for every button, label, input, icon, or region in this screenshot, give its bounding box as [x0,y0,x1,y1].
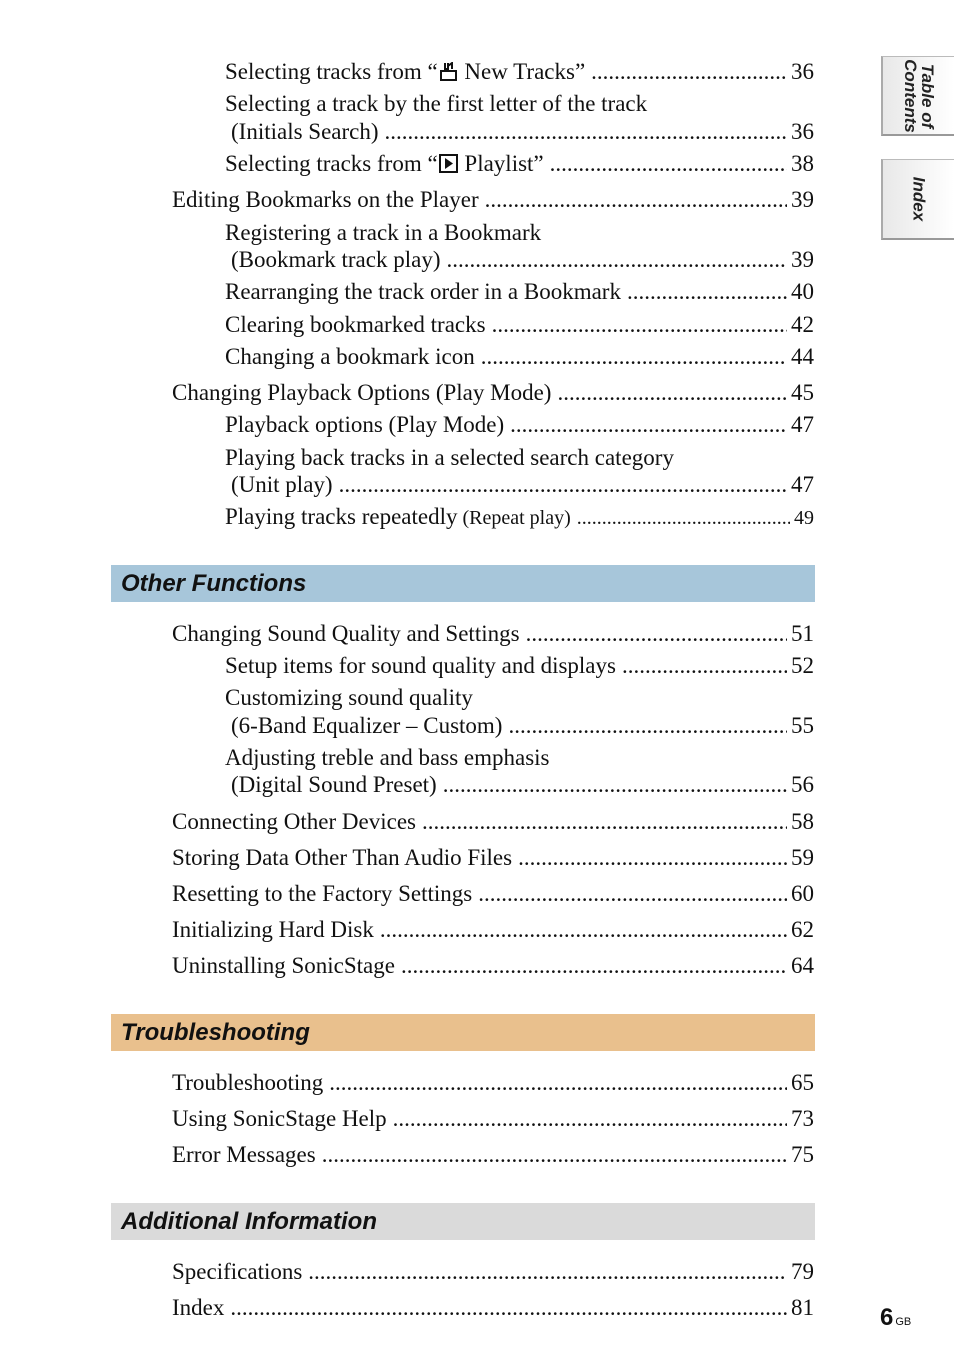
leader-dots [478,880,787,907]
section-header-other-functions: Other Functions [111,565,815,602]
toc-entry-label: (Bookmark track play) [231,247,441,272]
toc-entry-label: Selecting a track by the first letter of the track [225,91,648,116]
toc-entry-initializing-hdd[interactable] [172,916,814,943]
toc-page-number: 38 [791,151,814,176]
leader-dots [385,118,787,145]
toc-entry-editing-bookmarks[interactable] [172,186,814,213]
toc-page-number: 45 [791,380,814,405]
toc-entry-label: Uninstalling SonicStage [172,953,395,978]
leader-dots [518,844,787,871]
toc-entry-label: Playing back tracks in a selected search category [225,445,674,470]
toc-entry-label: Index [172,1295,225,1320]
leader-dots [577,505,790,532]
leader-dots [508,712,787,739]
toc-page-number: 75 [791,1142,814,1167]
leader-dots [322,1141,787,1168]
toc-page-number: 36 [791,59,814,84]
toc-entry-label: (Initials Search) [231,119,379,144]
toc-page-number: 59 [791,845,814,870]
leader-dots [510,411,787,438]
section-header-additional-information: Additional Information [111,1203,815,1240]
toc-page-number: 42 [791,312,814,337]
toc-entry-bookmark-track-play[interactable] [231,246,814,273]
leader-dots [401,952,787,979]
toc-entry-label-small: (Repeat play) [457,507,571,529]
new-tracks-icon [439,60,458,79]
toc-entry-label: Playback options (Play Mode) [225,412,505,437]
toc-entry-label: Selecting tracks from “ [225,59,438,84]
toc-entry-specifications[interactable] [172,1258,814,1285]
toc-entry-label: Using SonicStage Help [172,1106,387,1131]
toc-entry-label: (Digital Sound Preset) [231,772,437,797]
toc-entry-sound-quality[interactable] [172,620,814,647]
leader-dots [308,1258,787,1285]
toc-entry-label: Playing tracks repeatedly [225,504,458,529]
side-tab-index[interactable] [881,159,954,240]
toc-page-number: 79 [791,1259,814,1284]
toc-page-number: 52 [791,653,814,678]
toc-entry-label: Rearranging the track order in a Bookmark [225,279,621,304]
leader-dots [230,1294,787,1321]
leader-dots [443,771,787,798]
leader-dots [526,620,787,647]
toc-entry-label: Changing Playback Options (Play Mode) [172,380,552,405]
toc-entry-setup-items[interactable] [225,652,814,679]
toc-entry-new-tracks[interactable] [225,58,814,85]
toc-page-number: 81 [791,1295,814,1320]
toc-entry-label: Customizing sound quality [225,685,473,710]
toc-page-number: 60 [791,881,814,906]
toc-entry-repeat-play[interactable] [225,503,814,532]
toc-entry-label: Changing a bookmark icon [225,344,475,369]
toc-page-number: 56 [791,772,814,797]
leader-dots [329,1069,787,1096]
leader-dots [492,311,787,338]
toc-entry-index[interactable] [172,1294,814,1321]
toc-entry-playlist[interactable] [225,150,814,177]
toc-entry-sonicstage-help[interactable] [172,1105,814,1132]
toc-entry-connecting-devices[interactable] [172,808,814,835]
toc-entry-label: Storing Data Other Than Audio Files [172,845,513,870]
toc-page-number: 73 [791,1106,814,1131]
toc-entry-label: Connecting Other Devices [172,809,416,834]
toc-entry-label: (Unit play) [231,472,333,497]
toc-entry-label: Initializing Hard Disk [172,917,374,942]
toc-entry-troubleshooting[interactable] [172,1069,814,1096]
toc-entry-label: Specifications [172,1259,303,1284]
toc-page-number: 64 [791,953,814,978]
toc-entry-label: Resetting to the Factory Settings [172,881,473,906]
toc-entry-rearranging[interactable] [225,278,814,305]
toc-entry-unit-play[interactable] [231,471,814,498]
toc-entry-storing-data[interactable] [172,844,814,871]
leader-dots [485,186,787,213]
toc-page-number: 49 [794,507,814,529]
page-number-value: 6 [880,1304,894,1331]
toc-entry-play-mode[interactable] [225,411,814,438]
leader-dots [591,58,787,85]
toc-entry-playback-options[interactable] [172,379,814,406]
toc-page-number: 62 [791,917,814,942]
toc-entry-initials-search[interactable] [231,118,814,145]
toc-page-number: 47 [791,472,814,497]
leader-dots [622,652,787,679]
toc-page-number: 36 [791,119,814,144]
toc-entry-label: New Tracks” [458,59,586,84]
toc-entry-label: Changing Sound Quality and Settings [172,621,520,646]
toc-page-number: 58 [791,809,814,834]
toc-entry-label: Error Messages [172,1142,316,1167]
toc-page-number: 44 [791,344,814,369]
leader-dots [422,808,787,835]
toc-entry-digital-sound-preset[interactable] [231,771,814,798]
leader-dots [339,471,787,498]
leader-dots [557,379,787,406]
toc-page-number: 55 [791,713,814,738]
leader-dots [550,150,787,177]
page-number [880,1304,911,1332]
leader-dots [393,1105,787,1132]
toc-entry-label: Adjusting treble and bass emphasis [225,745,550,770]
toc-entry-label: Selecting tracks from “ [225,151,438,176]
toc-page-number: 65 [791,1070,814,1095]
toc-page-number: 47 [791,412,814,437]
toc-entry-equalizer[interactable] [231,712,814,739]
toc-entry-label: Registering a track in a Bookmark [225,220,542,245]
toc-page-number: 51 [791,621,814,646]
toc-entry-uninstalling[interactable] [172,952,814,979]
leader-dots [446,246,787,273]
toc-entry-label: Setup items for sound quality and displays [225,653,616,678]
toc-entry-label: Clearing bookmarked tracks [225,312,486,337]
side-tab-table-of-contents[interactable] [881,56,954,136]
toc-page-number: 39 [791,187,814,212]
playlist-icon [439,152,458,171]
toc-page-number: 40 [791,279,814,304]
toc-page-number: 39 [791,247,814,272]
section-header-troubleshooting: Troubleshooting [111,1014,815,1051]
toc-entry-bookmark-icon[interactable] [225,343,814,370]
toc-entry-label: (6-Band Equalizer – Custom) [231,713,503,738]
side-tab-label: Table of Contents [900,58,937,133]
leader-dots [481,343,787,370]
side-tab-label: Index [909,176,928,222]
toc-entry-label: Playlist” [458,151,544,176]
toc-entry-label: Editing Bookmarks on the Player [172,187,479,212]
page-number-suffix: GB [895,1316,912,1328]
toc-entry-clearing[interactable] [225,311,814,338]
leader-dots [380,916,787,943]
toc-entry-label: Troubleshooting [172,1070,324,1095]
toc-entry-factory-settings[interactable] [172,880,814,907]
leader-dots [627,278,787,305]
toc-entry-error-messages[interactable] [172,1141,814,1168]
